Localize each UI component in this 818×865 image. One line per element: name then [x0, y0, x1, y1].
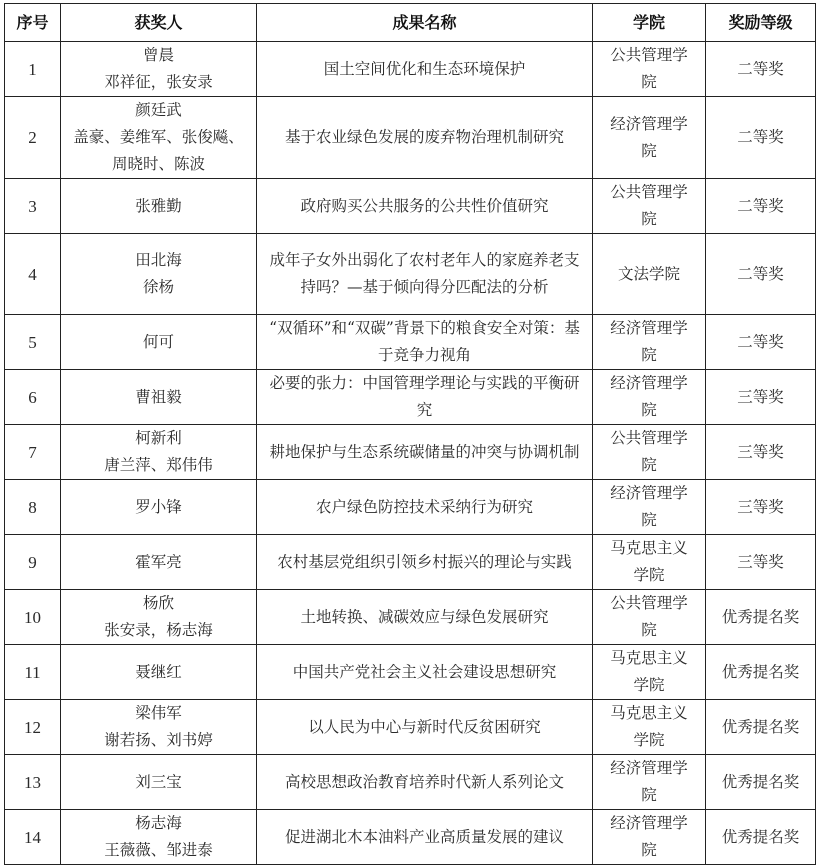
seq-number: 2 [28, 128, 37, 147]
seq-number: 1 [28, 59, 37, 79]
title-cell [257, 234, 593, 315]
seq-cell [5, 590, 61, 645]
award-level: 三等奖 [737, 387, 784, 406]
college-cell [593, 535, 706, 590]
college-name: 经济管理学院 [610, 114, 688, 160]
winner-cell [61, 234, 257, 315]
level-cell [706, 755, 816, 810]
award-level: 二等奖 [737, 59, 784, 78]
seq-number: 9 [28, 552, 37, 572]
title-cell [257, 535, 593, 590]
title-cell [257, 97, 593, 179]
seq-cell [5, 535, 61, 590]
achievement-title: 必要的张力：中国管理学理论与实践的平衡研究 [269, 374, 580, 419]
seq-number: 3 [28, 196, 37, 216]
award-level: 优秀提名奖 [721, 827, 800, 846]
award-level: 优秀提名奖 [721, 662, 800, 681]
winner-leader: 曹祖毅 [135, 387, 182, 406]
level-cell [706, 425, 816, 480]
level-cell [706, 590, 816, 645]
winner-cell [61, 480, 257, 535]
winner-leader: 梁伟军 [135, 704, 182, 722]
award-level: 二等奖 [737, 264, 784, 283]
achievement-title: 中国共产党社会主义社会建设思想研究 [292, 662, 557, 681]
seq-cell [5, 480, 61, 535]
college-name: 公共管理学院 [610, 429, 688, 474]
seq-cell [5, 315, 61, 370]
winner-cell [61, 535, 257, 590]
title-cell [257, 370, 593, 425]
college-name: 公共管理学院 [610, 594, 688, 639]
title-cell [257, 480, 593, 535]
table-row [5, 480, 816, 535]
college-cell [593, 590, 706, 645]
achievement-title: 土地转换、减碳效应与绿色发展研究 [300, 607, 549, 626]
seq-cell [5, 97, 61, 179]
college-cell [593, 425, 706, 480]
achievement-title: 成年子女外出弱化了农村老年人的家庭养老支持吗？—基于倾向得分匹配法的分析 [269, 251, 580, 296]
award-level: 三等奖 [737, 442, 784, 461]
level-cell [706, 370, 816, 425]
winner-members: 唐兰萍、郑伟伟 [104, 456, 213, 474]
level-cell [706, 700, 816, 755]
table-row [5, 97, 816, 179]
level-cell [706, 42, 816, 97]
seq-cell [5, 425, 61, 480]
level-cell [706, 179, 816, 234]
achievement-title: 农户绿色防控技术采纳行为研究 [315, 497, 533, 516]
award-level: 三等奖 [737, 552, 784, 571]
winner-leader: 聂继红 [135, 662, 182, 681]
college-cell [593, 97, 706, 179]
level-cell [706, 315, 816, 370]
seq-number: 8 [28, 497, 37, 517]
awards-table [4, 3, 816, 865]
award-level: 优秀提名奖 [721, 607, 800, 626]
winner-leader: 田北海 [135, 251, 182, 269]
title-cell [257, 179, 593, 234]
college-name: 经济管理学院 [610, 759, 688, 804]
seq-number: 13 [24, 772, 41, 792]
award-level: 二等奖 [737, 128, 784, 146]
college-name: 文法学院 [617, 264, 680, 283]
winner-members: 徐杨 [142, 278, 174, 296]
seq-cell [5, 370, 61, 425]
winner-leader: 刘三宝 [135, 772, 182, 791]
header-row [5, 4, 816, 42]
header-winner: 获奖人 [61, 4, 257, 42]
award-level: 优秀提名奖 [721, 772, 800, 791]
winner-cell [61, 370, 257, 425]
award-level: 二等奖 [737, 332, 784, 351]
award-level: 优秀提名奖 [721, 717, 800, 736]
table-row [5, 179, 816, 234]
winner-cell [61, 315, 257, 370]
achievement-title: 农村基层党组织引领乡村振兴的理论与实践 [277, 552, 572, 571]
college-name: 马克思主义学院 [610, 539, 688, 584]
winner-members: 盖豪、姜维军、张俊飚、周晓时、陈波 [73, 128, 244, 173]
winner-leader: 张雅勤 [135, 196, 182, 215]
college-name: 马克思主义学院 [610, 704, 688, 749]
table-row [5, 810, 816, 865]
college-cell [593, 700, 706, 755]
table-row [5, 370, 816, 425]
header-college: 学院 [593, 4, 706, 42]
seq-number: 10 [24, 607, 41, 627]
title-cell [257, 315, 593, 370]
achievement-title: 耕地保护与生态系统碳储量的冲突与协调机制 [269, 442, 580, 461]
achievement-title: 国土空间优化和生态环境保护 [323, 59, 526, 78]
winner-leader: 柯新利 [135, 429, 182, 447]
achievement-title: 基于农业绿色发展的废弃物治理机制研究 [284, 128, 564, 146]
college-cell [593, 315, 706, 370]
header-seq: 序号 [5, 4, 61, 42]
winner-cell [61, 700, 257, 755]
winner-cell [61, 645, 257, 700]
seq-number: 4 [28, 264, 37, 284]
winner-members: 张安录，杨志海 [104, 621, 213, 639]
seq-cell [5, 755, 61, 810]
table-row [5, 590, 816, 645]
seq-number: 14 [24, 827, 41, 847]
seq-number: 11 [24, 662, 41, 682]
award-level: 三等奖 [737, 497, 784, 516]
winner-leader: 曾晨 [142, 46, 174, 64]
title-cell [257, 42, 593, 97]
seq-cell [5, 179, 61, 234]
title-cell [257, 700, 593, 755]
seq-cell [5, 42, 61, 97]
winner-cell [61, 42, 257, 97]
seq-cell [5, 700, 61, 755]
table-row [5, 425, 816, 480]
winner-leader: 霍军亮 [135, 552, 182, 571]
level-cell [706, 645, 816, 700]
seq-cell [5, 645, 61, 700]
title-cell [257, 810, 593, 865]
achievement-title: 以人民为中心与新时代反贫困研究 [308, 717, 541, 736]
achievement-title: 促进湖北木本油料产业高质量发展的建议 [284, 827, 564, 846]
achievement-title: 高校思想政治教育培养时代新人系列论文 [284, 772, 564, 791]
header-level: 奖励等级 [706, 4, 816, 42]
table-row [5, 755, 816, 810]
college-cell [593, 645, 706, 700]
level-cell [706, 810, 816, 865]
winner-leader: 何可 [142, 332, 174, 351]
title-cell [257, 590, 593, 645]
winner-cell [61, 179, 257, 234]
table-row [5, 535, 816, 590]
seq-number: 7 [28, 442, 37, 462]
winner-members: 邓祥征，张安录 [104, 73, 213, 91]
winner-leader: 颜廷武 [135, 101, 182, 119]
table-row [5, 700, 816, 755]
college-cell [593, 42, 706, 97]
college-cell [593, 480, 706, 535]
award-level: 二等奖 [737, 196, 784, 215]
college-cell [593, 810, 706, 865]
college-name: 经济管理学院 [610, 814, 688, 859]
winner-cell [61, 810, 257, 865]
level-cell [706, 234, 816, 315]
achievement-title: “双循环”和“双碳”背景下的粮食安全对策：基于竞争力视角 [269, 319, 580, 364]
table-row [5, 42, 816, 97]
seq-cell [5, 234, 61, 315]
seq-number: 12 [24, 717, 41, 737]
college-name: 公共管理学院 [610, 183, 688, 228]
table-row [5, 645, 816, 700]
title-cell [257, 755, 593, 810]
achievement-title: 政府购买公共服务的公共性价值研究 [300, 196, 549, 215]
winner-leader: 杨欣 [142, 594, 174, 612]
college-name: 经济管理学院 [610, 319, 688, 364]
winner-cell [61, 590, 257, 645]
winner-cell [61, 755, 257, 810]
college-cell [593, 234, 706, 315]
winner-members: 谢若扬、刘书婷 [104, 731, 213, 749]
winner-leader: 罗小锋 [135, 497, 182, 516]
college-name: 马克思主义学院 [610, 649, 688, 694]
college-name: 公共管理学院 [610, 46, 688, 91]
winner-cell [61, 97, 257, 179]
winner-leader: 杨志海 [135, 814, 182, 832]
seq-number: 5 [28, 332, 37, 352]
table-row [5, 315, 816, 370]
title-cell [257, 425, 593, 480]
title-cell [257, 645, 593, 700]
college-cell [593, 755, 706, 810]
table-row [5, 234, 816, 315]
winner-cell [61, 425, 257, 480]
level-cell [706, 535, 816, 590]
level-cell [706, 480, 816, 535]
college-cell [593, 370, 706, 425]
winner-members: 王薇薇、邹进泰 [104, 841, 213, 859]
college-cell [593, 179, 706, 234]
seq-cell [5, 810, 61, 865]
college-name: 经济管理学院 [610, 484, 688, 529]
seq-number: 6 [28, 387, 37, 407]
college-name: 经济管理学院 [610, 374, 688, 419]
header-title: 成果名称 [257, 4, 593, 42]
level-cell [706, 97, 816, 179]
